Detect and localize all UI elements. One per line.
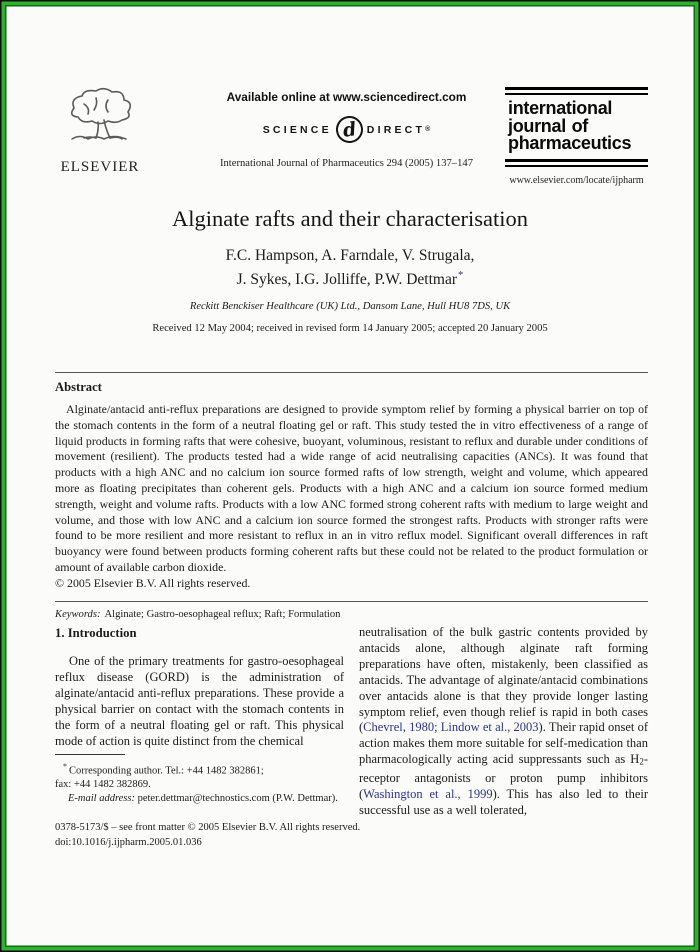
footnote-line-1 [55,760,348,778]
footnote-block [55,754,348,805]
keywords-label: Keywords: [55,608,101,620]
affiliation: Reckitt Benckiser Healthcare (UK) Ltd., Dansom Lane, Hull HU8 7DS, UK [189,301,511,312]
available-online-text: Available online at www.sciencedirect.com [226,90,467,104]
abstract-heading: Abstract [55,380,102,394]
authors-line-2-text: J. Sykes, I.G. Jolliffe, P.W. Dettmar [236,271,457,289]
journal-reference: International Journal of Pharmaceutics 294 (2005) 137–147 [219,158,473,169]
sciencedirect-d-icon [334,114,364,144]
journal-logo-line-2: journal of [508,115,588,136]
body-text-segment: -receptor antagonists or proton pump inhibitors ( [359,752,648,801]
masthead-center [205,90,488,169]
authors-line-1: F.C. Hampson, A. Farndale, V. Strugala, [225,247,475,264]
elsevier-tree-icon [60,86,140,152]
intro-paragraph-right [359,625,648,818]
journal-logo-title [505,95,648,159]
sciencedirect-logo [205,116,488,143]
elsevier-logo [57,86,143,176]
footnote-line-1-text: Corresponding author. Tel.: +44 1482 382861; [68,765,264,777]
intro-paragraph-left: One of the primary treatments for gastro-oesophageal reflux disease (GORD) is the administration of alginate/antacid anti-reflux preparations. These provide a physical barrier on contact with the stomach contents in the form of a neutral floating gel or raft. This physical mode of action is quite distinct from the chemical [55,654,344,748]
double-rule-bottom [505,159,648,167]
journal-logo-line-1: international [508,98,613,118]
body-text-segment: neutralisation of the bulk gastric contents provided by antacids alone, although alginate raft forming preparations have often, mistakenly, been classified as antacids. The advantage of alginate/antacid combinations over antacids alone is that they provide longer lasting symptom relief, even though relief is rapid in both cases ( [359,625,648,735]
sciencedirect-d-glyph: d [341,117,358,142]
keywords-list: Alginate; Gastro-oesophageal reflux; Raft; Formulation [104,608,341,620]
elsevier-wordmark: ELSEVIER [60,159,140,175]
received-dates: Received 12 May 2004; received in revised form 14 January 2005; accepted 20 January 2005 [152,323,548,334]
sciencedirect-science-text: SCIENCE [262,123,332,136]
journal-logo [505,87,648,186]
right-column [359,620,648,818]
body-text-segment: ). This has also led to their successful use as a well tolerated, [359,786,649,817]
corresponding-author-asterisk-link[interactable]: * [458,269,464,281]
citation-link[interactable]: Washington et al., 1999 [363,786,493,801]
authors-line-2 [0,269,700,289]
footnote-line-2: fax: +44 1482 382869. [55,779,151,791]
journal-logo-line-3: pharmaceutics [508,133,632,153]
masthead [55,86,648,196]
body-text-segment: 2 [639,756,644,767]
abstract-section [55,402,648,622]
email-label: E-mail address: [68,792,135,804]
copyright-line: © 2005 Elsevier B.V. All rights reserved. [55,575,251,590]
body-text-segment: ). Their rapid onset of action makes them more suitable for self-medication than pharmacologically acting acid suppressants such as H [359,720,648,767]
issn-line: 0378-5173/$ – see front matter © 2005 Elsevier B.V. All rights reserved. [55,822,361,833]
double-rule-top [505,87,648,95]
divider-below-keywords [55,601,648,602]
doi-line: doi:10.1016/j.ijpharm.2005.01.036 [55,837,202,848]
email-address: peter.dettmar@technostics.com (P.W. Dettmar). [137,792,338,804]
sciencedirect-direct-text: DIRECT [366,123,426,136]
registered-trademark-icon: ® [425,126,431,133]
abstract-text: Alginate/antacid anti-reflux preparations are designed to provide symptom relief by forming a physical barrier on top of the stomach contents in the form of a neutral floating gel or raft. This study tested the in vitro effectiveness of a range of liquid products in forming rafts that were cohesive, buoyant, voluminous, resistant to reflux and durable under conditions of movement (resilient). The products tested had a wide range of acid neutralising capacities (ANCs). It was found that products with a high ANC and no calcium ion source formed rafts of low strength, weight and volume, which appeared more as floating precipitates than coherent gels. Products with a high ANC and a calcium ion source formed medium strength, weight and volume rafts. Products with a low ANC formed strong coherent rafts with medium to large weight and volume, and those with low ANC and a calcium ion source formed the strongest rafts. Products with stronger rafts were found to be more resilient and more resistant to reflux in an in vitro reflux model. Significant overall differences in raft buoyancy were found between products forming coherent rafts but these could not be related to the product formulation or amount of available carbon dioxide. [55,402,648,574]
citation-link[interactable]: Chevrel, 1980; Lindow et al., 2003 [363,720,539,735]
divider-above-abstract [55,372,648,373]
footnote-asterisk: * [63,762,67,771]
section-heading-introduction: 1. Introduction [55,626,137,640]
footnote-email-line [55,792,348,806]
imprint-block [55,820,360,850]
journal-url: www.elsevier.com/locate/ijpharm [509,174,644,186]
footnote-rule [55,754,125,755]
article-title: Alginate rafts and their characterisation [171,206,529,231]
